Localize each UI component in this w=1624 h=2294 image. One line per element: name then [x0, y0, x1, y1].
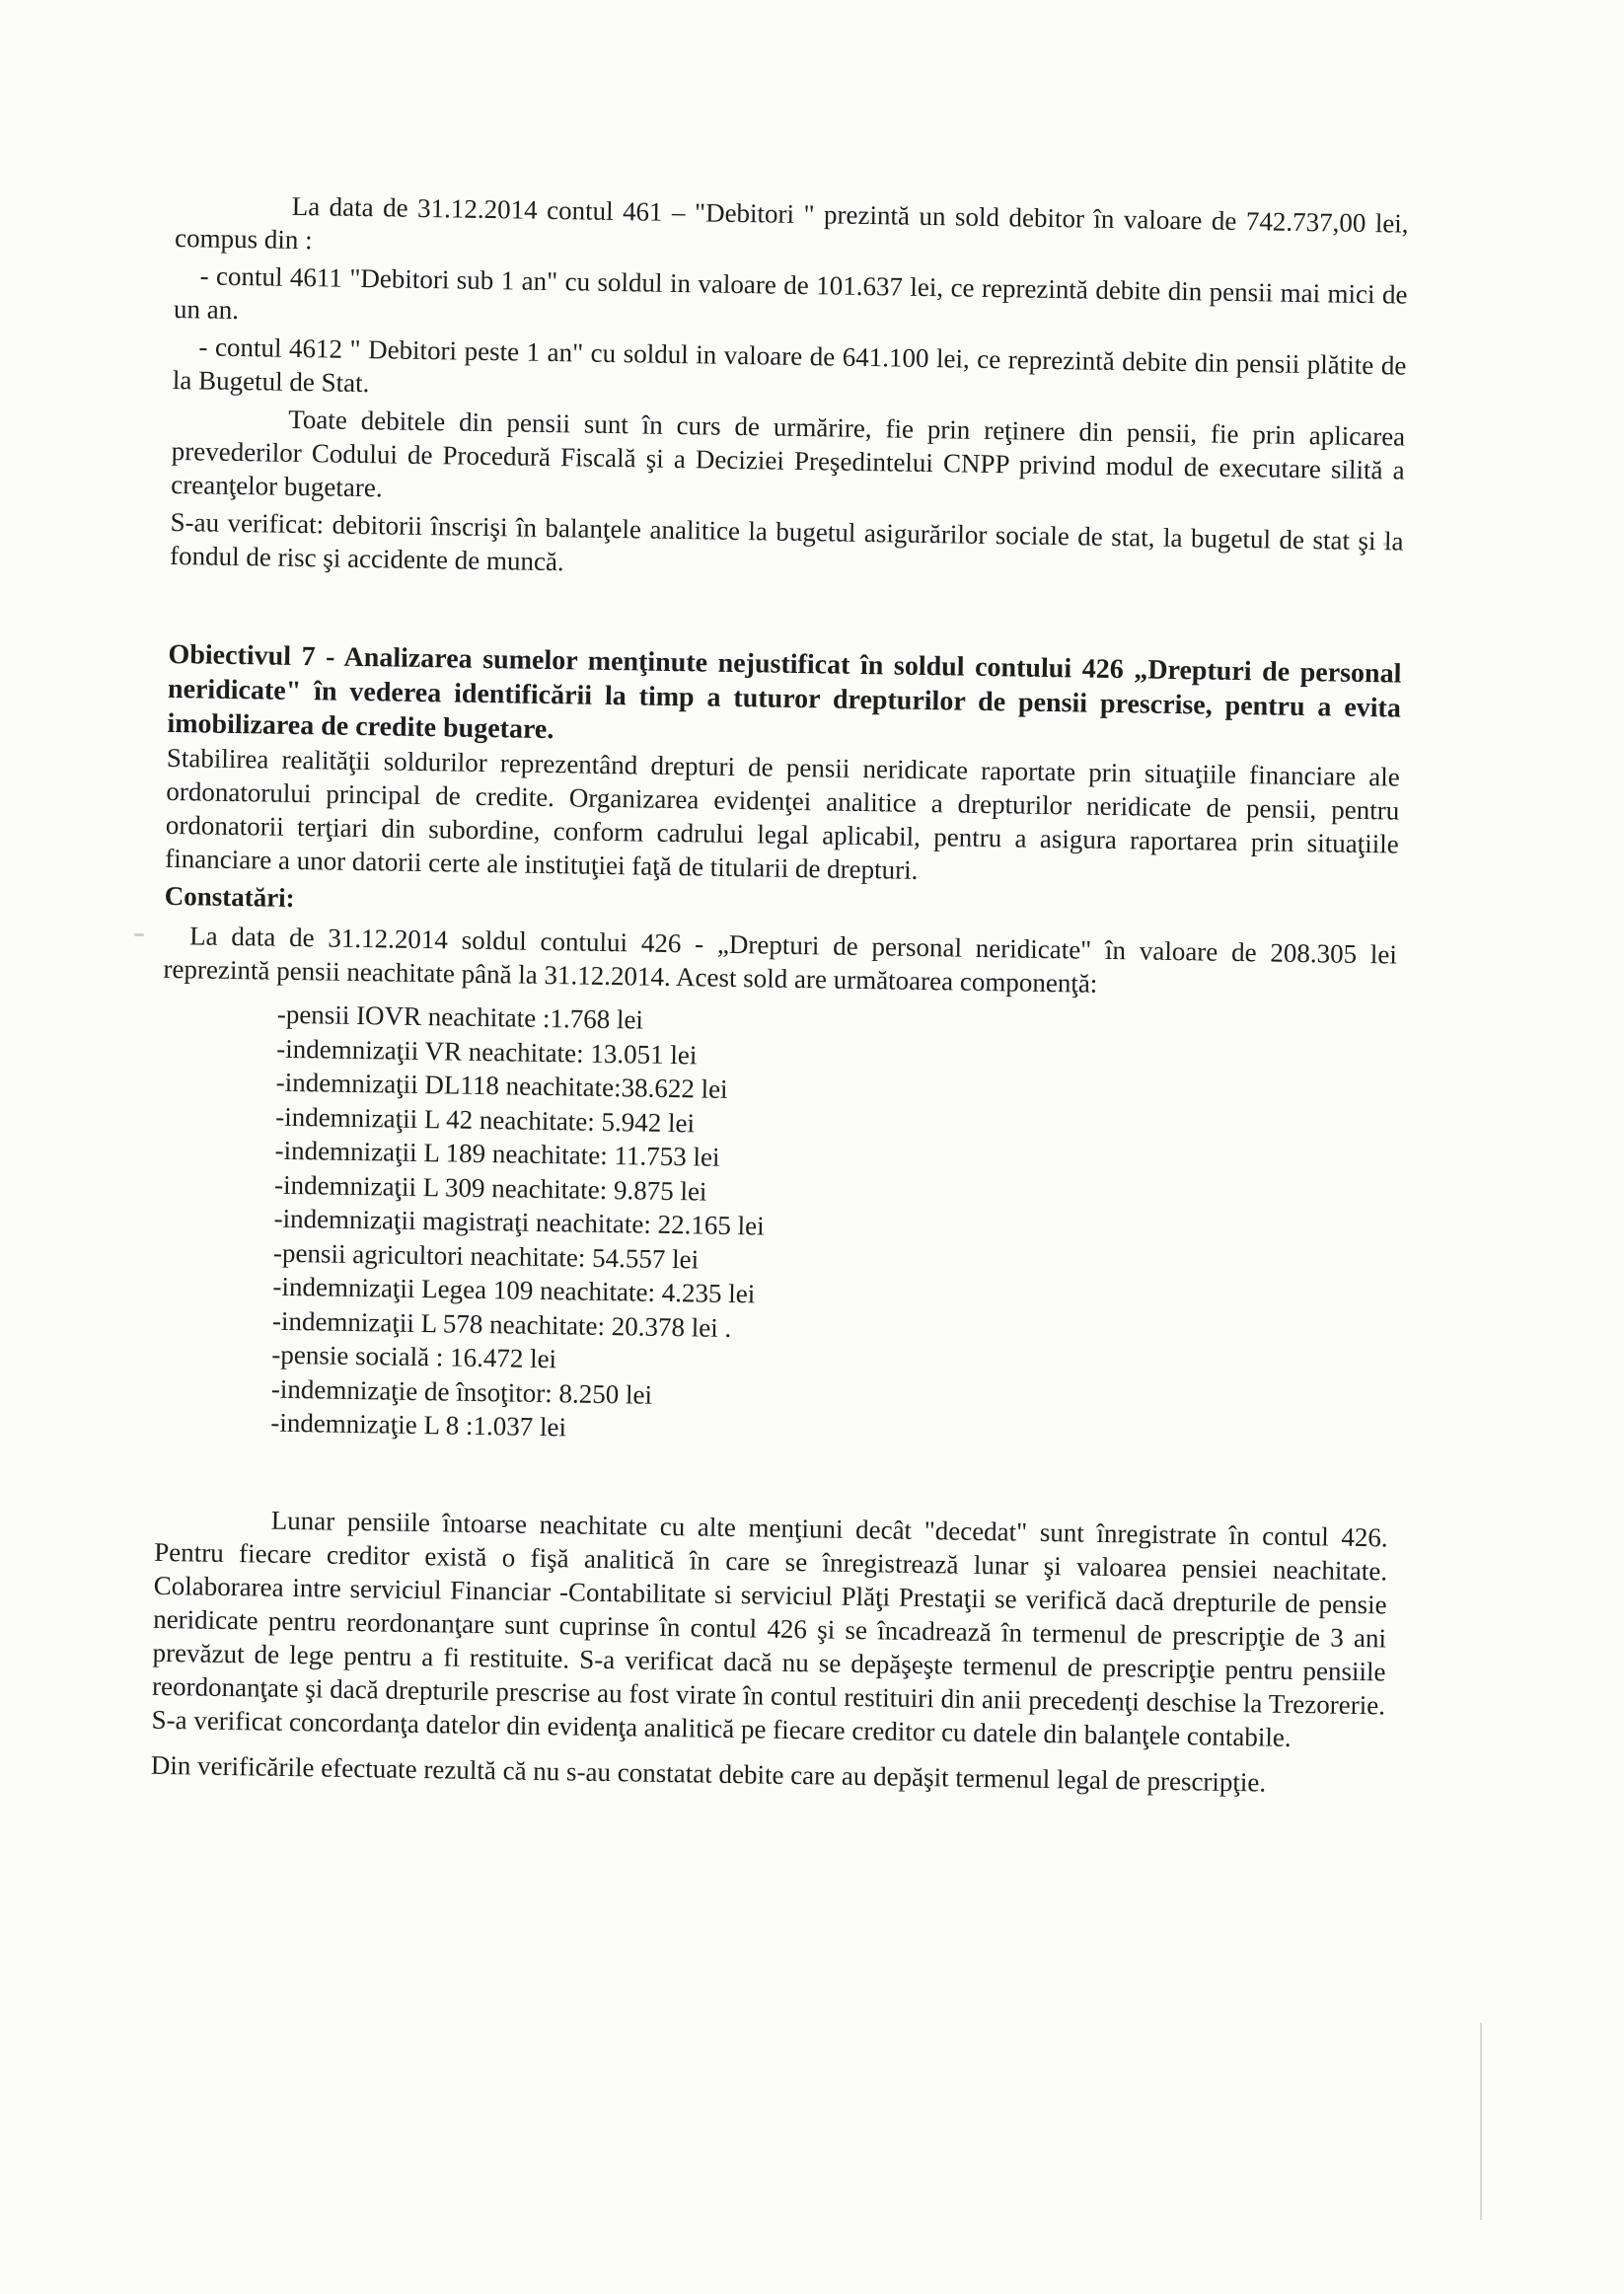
list-item: -pensie socială : 16.472 lei	[271, 1339, 557, 1374]
paragraph-account-4612: - contul 4612 " Debitori peste 1 an" cu soldul in valoare de 641.100 lei, ce reprezintă debite din pensii plătite de la Bugetul de Stat.	[172, 332, 1407, 399]
list-item: -indemnizaţii magistraţi neachitate: 22.165 lei	[273, 1203, 765, 1241]
list-item: -indemnizaţii L 578 neachitate: 20.378 lei .	[271, 1305, 732, 1343]
list-item: -indemnizaţii VR neachitate: 13.051 lei	[276, 1033, 698, 1070]
scan-edge-mark	[1480, 2023, 1482, 2220]
paragraph-account-4611: - contul 4611 "Debitori sub 1 an" cu soldul in valoare de 101.637 lei, ce reprezintă debite din pensii mai mici de un an.	[173, 260, 1408, 326]
components-list	[156, 996, 1396, 1457]
paragraph-account-461: La data de 31.12.2014 contul 461 – "Debitori " prezintă un sold debitor în valoare de 742.737,00 lei, compus din :	[174, 190, 1409, 256]
list-item: -indemnizaţii L 42 neachitate: 5.942 lei	[274, 1101, 696, 1138]
list-item: -pensii agricultori neachitate: 54.557 lei	[272, 1237, 700, 1274]
paragraph-conclusion: Din verificările efectuate rezultă că nu s-au constatat debite care au depăşit termenul legal de prescripţie.	[150, 1749, 1267, 1798]
findings-heading: Constatări:	[164, 880, 295, 913]
list-item: -pensii IOVR neachitate :1.768 lei	[276, 999, 644, 1035]
document-body	[151, 187, 1409, 1805]
list-item: -indemnizaţie de însoţitor: 8.250 lei	[270, 1373, 653, 1410]
objective-7-description: Stabilirea realităţii soldurilor reprezentând drepturi de pensii neridicate raportate prin situaţiile financiare ale ordonatorului principal de credite. Organizarea evidenţei analitice a drepturilor neridicate de pensii, pentru ordonatorii terţiari din subordine, conform cadrului legal aplicabil, pentru a asigura raportarea prin situaţiile financiare a unor datorii certe ale instituţiei faţă de titularii de drepturi.	[165, 742, 1401, 885]
list-item: -indemnizaţii DL118 neachitate:38.622 lei	[275, 1067, 728, 1104]
list-item: -indemnizaţie L 8 :1.037 lei	[270, 1407, 567, 1443]
objective-7-title: Obiectivul 7 - Analizarea sumelor menţinute nejustificat în soldul contului 426 „Drepturi de personal neridicate" în vederea identificării la timp a tuturor drepturilor de pensii prescrise, pentru a evita imobilizarea de credite bugetare.	[167, 638, 1402, 746]
list-item: -indemnizaţii L 309 neachitate: 9.875 lei	[273, 1169, 707, 1207]
paragraph-monthly-process: Lunar pensiile întoarse neachitate cu alte menţiuni decât "decedat" sunt înregistrate în contul 426. Pentru fiecare creditor există o fişă analitică în care se înregistrează lunar şi valoarea pensiei neachitate. Colaborarea intre serviciul Financiar -Contabilitate si serviciul Plăţi Prestaţii se verifică dacă drepturile de pensie neridicate pentru reordonanţare sunt cuprinse în contul 426 şi se încadrează în termenul de prescripţie de 3 ani prevăzut de lege pentru a fi restituite. S-a verificat dacă nu se depăşeşte termenul de prescripţie pentru pensiile reordonanţate şi dacă drepturile prescrise au fost virate în contul restituiri din anii precedenţi deschise la Trezorerie. S-a verificat concordanţa datelor din evidenţa analitică pe fiecare creditor cu datele din balanţele contabile.	[151, 1505, 1388, 1752]
paragraph-debt-recovery: Toate debitele din pensii sunt în curs de urmărire, fie prin reţinere din pensii, fie prin aplicarea prevederilor Codului de Procedură Fiscală şi a Deciziei Preşedintelui CNPP privind modul de executare silită a creanţelor bugetare.	[171, 404, 1406, 503]
findings-intro: La data de 31.12.2014 soldul contului 426 - „Drepturi de personal neridicate" în valoare de 208.305 lei reprezintă pensii neachitate până la 31.12.2014. Acest sold are următoarea componenţă:	[163, 921, 1398, 999]
list-item: -indemnizaţii L 189 neachitate: 11.753 lei	[274, 1135, 720, 1172]
list-item: -indemnizaţii Legea 109 neachitate: 4.235 lei	[272, 1271, 756, 1309]
paragraph-verification: S-au verificat: debitorii înscrişi în balanţele analitice la bugetul asigurărilor sociale de stat, la bugetul de stat şi la fondul de risc şi accidente de muncă.	[169, 506, 1404, 577]
scan-speck	[134, 933, 144, 936]
